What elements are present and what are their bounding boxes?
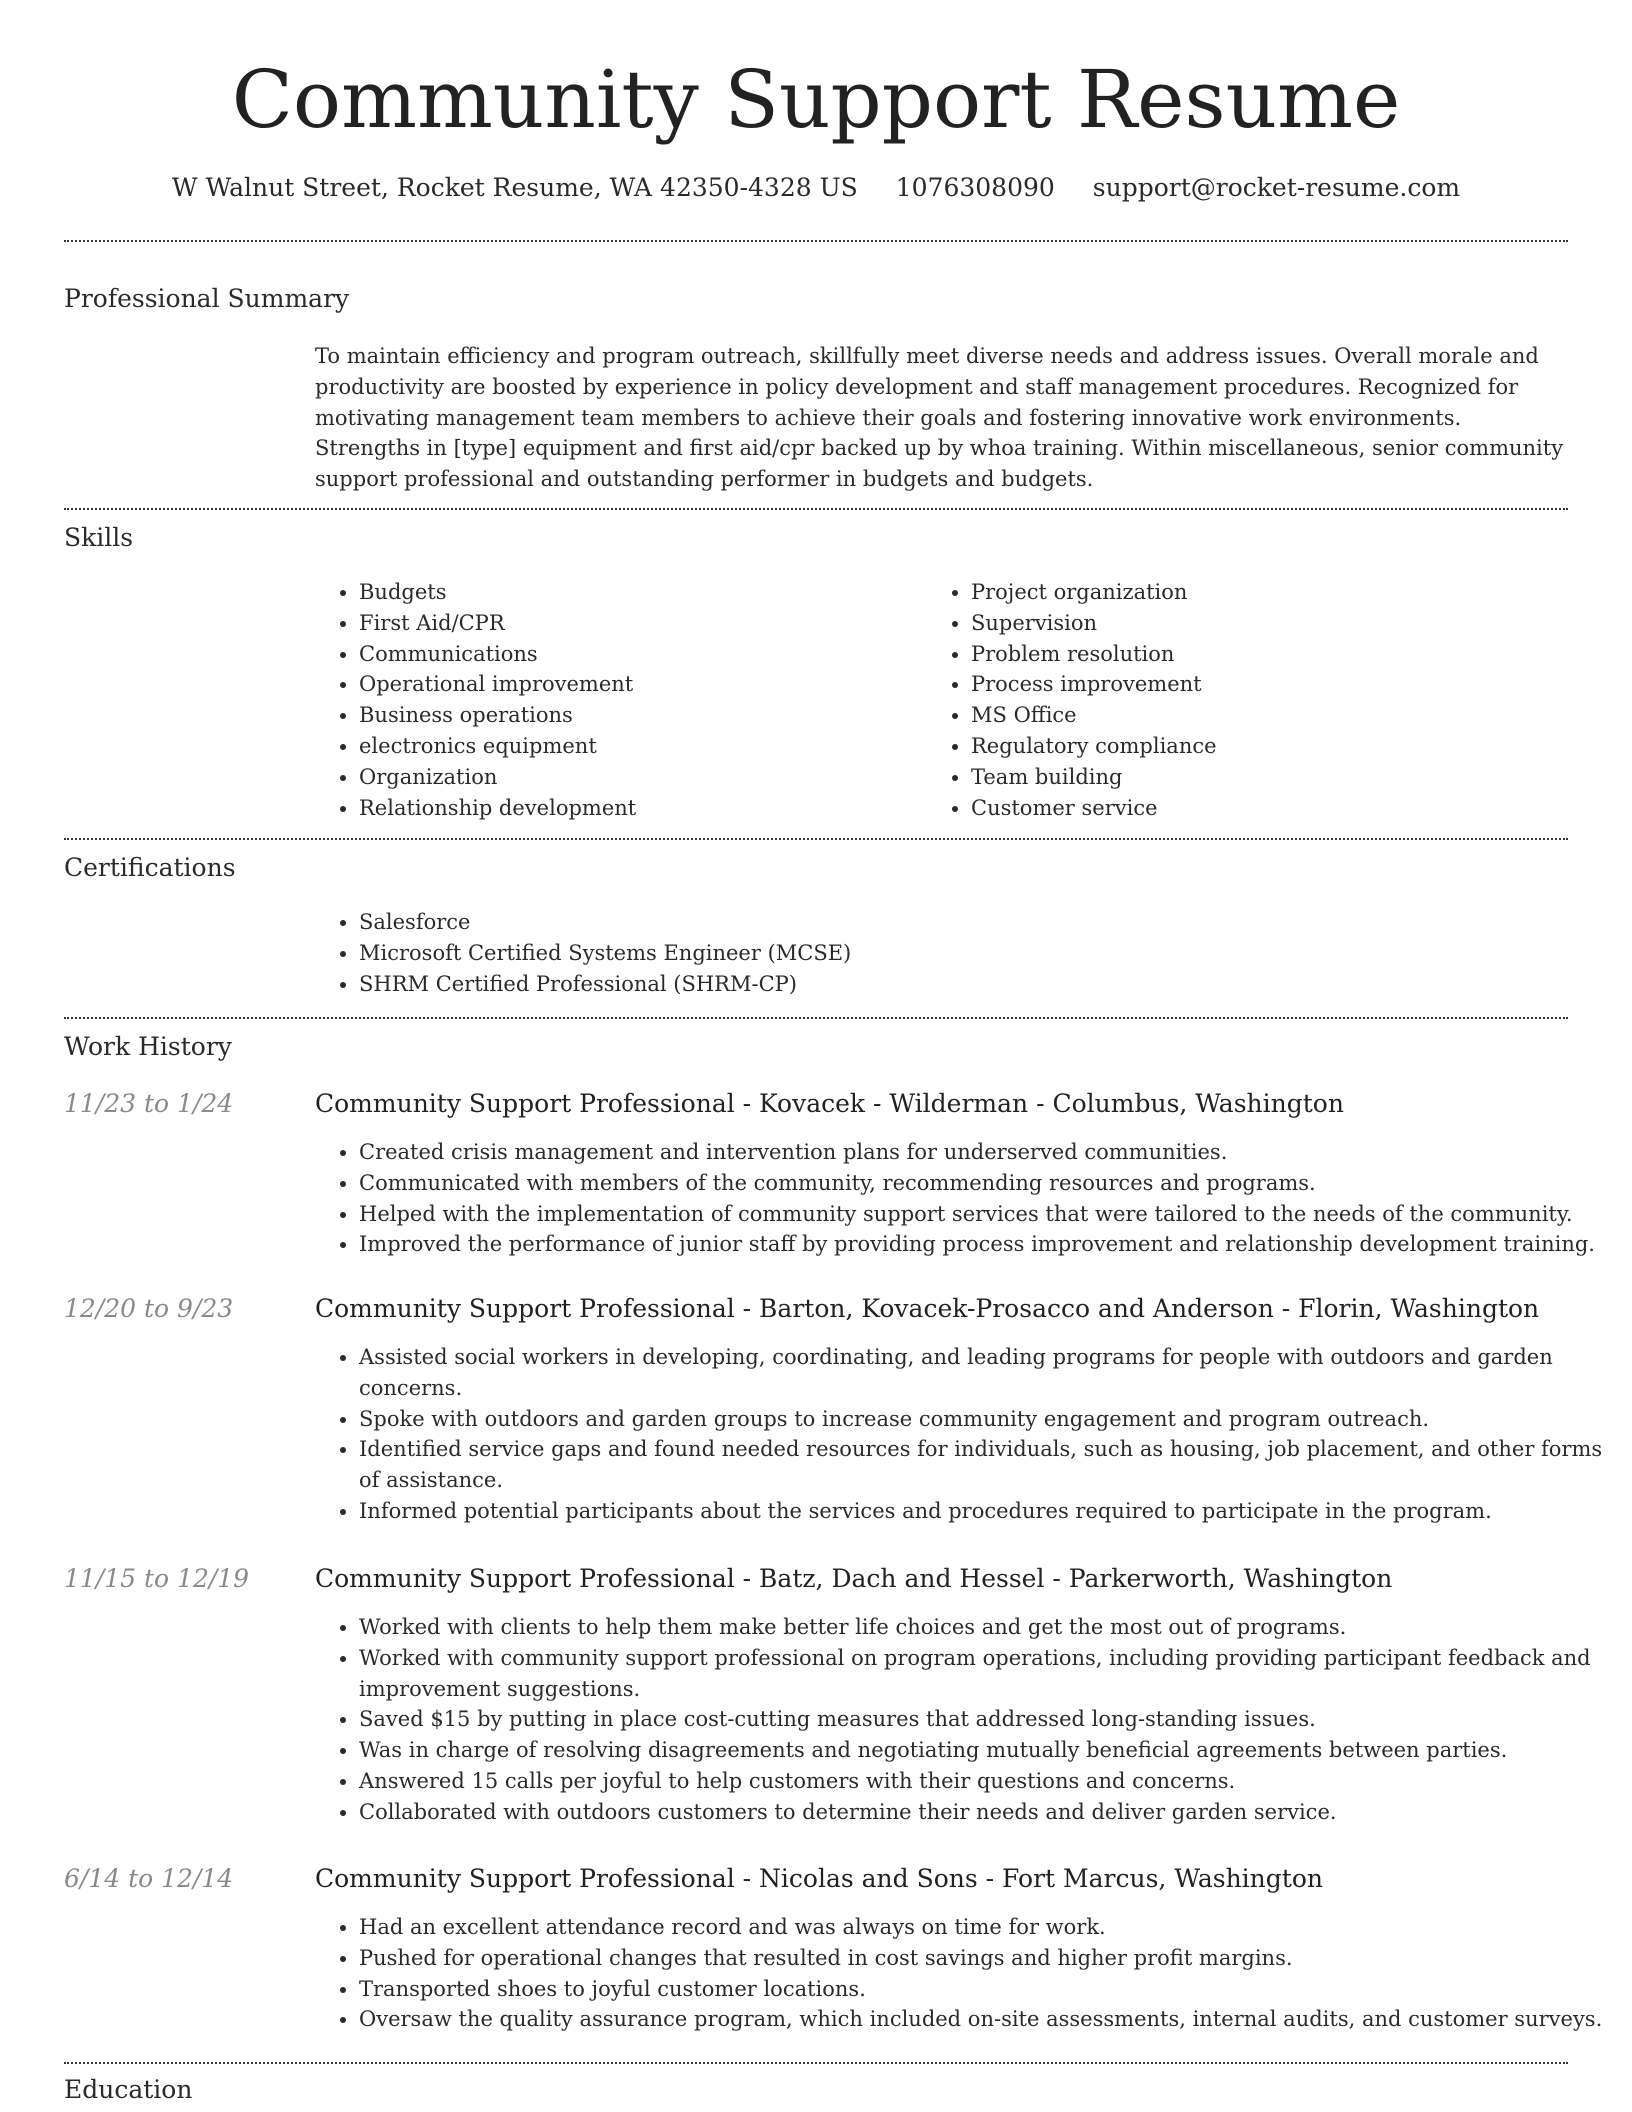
job-dates: 11/23 to 1/24 <box>64 1089 234 1118</box>
contact-phone: 1076308090 <box>895 173 1055 202</box>
job-bullet: • Helped with the implementation of community support services that were tailored to the needs of the community. <box>359 1199 1609 1230</box>
job-bullet: • Had an excellent attendance record and was always on time for work. <box>359 1912 1609 1943</box>
skill-item: • Operational improvement <box>359 669 919 700</box>
skill-item: • Communications <box>359 639 919 670</box>
job-bullet: • Answered 15 calls per joyful to help customers with their questions and concerns. <box>359 1766 1609 1797</box>
section-heading-certifications: Certifications <box>64 853 236 882</box>
skill-item: • Regulatory compliance <box>971 731 1571 762</box>
job-bullet: • Saved $15 by putting in place cost-cutting measures that addressed long-standing issues. <box>359 1704 1609 1735</box>
resume-title: Community Support Resume <box>231 53 1401 146</box>
skill-item: • Relationship development <box>359 793 919 824</box>
job-bullet: • Spoke with outdoors and garden groups to increase community engagement and program outreach. <box>359 1404 1609 1435</box>
contact-line <box>0 170 1632 206</box>
job-dates: 6/14 to 12/14 <box>64 1864 234 1893</box>
section-heading-skills: Skills <box>64 523 134 552</box>
job-bullet: • Pushed for operational changes that resulted in cost savings and higher profit margins. <box>359 1943 1609 1974</box>
skill-item: • Project organization <box>971 577 1571 608</box>
divider <box>64 240 1568 242</box>
job-title: Community Support Professional - Kovacek - Wilderman - Columbus, Washington <box>315 1089 1344 1118</box>
skill-item: • Problem resolution <box>971 639 1571 670</box>
job-bullet: • Transported shoes to joyful customer locations. <box>359 1974 1609 2005</box>
contact-address: W Walnut Street, Rocket Resume, WA 42350-4328 US <box>171 173 858 202</box>
job-title: Community Support Professional - Batz, Dach and Hessel - Parkerworth, Washington <box>315 1564 1393 1593</box>
summary-text: To maintain efficiency and program outreach, skillfully meet diverse needs and address issues. Overall morale and productivity are boosted by experience in policy development and staff management procedures. Recognized for motivating management team members to achieve their goals and fostering innovative work environments. Strengths in [type] equipment and first aid/cpr backed up by whoa training. Within miscellaneous, senior community support professional and outstanding performer in budgets and budgets. <box>315 344 1564 492</box>
certifications-list <box>315 907 1559 999</box>
skills-list-left <box>315 577 919 823</box>
job-bullet: • Worked with clients to help them make better life choices and get the most out of programs. <box>359 1612 1609 1643</box>
job-dates: 12/20 to 9/23 <box>64 1294 234 1323</box>
job-bullet: • Was in charge of resolving disagreements and negotiating mutually beneficial agreements between parties. <box>359 1735 1609 1766</box>
job-bullets <box>315 1612 1609 1828</box>
job-title: Community Support Professional - Nicolas and Sons - Fort Marcus, Washington <box>315 1864 1323 1893</box>
skill-item: • Organization <box>359 762 919 793</box>
skill-item: • electronics equipment <box>359 731 919 762</box>
job-bullet: • Improved the performance of junior staff by providing process improvement and relationship development training. <box>359 1229 1609 1260</box>
skill-item: • Business operations <box>359 700 919 731</box>
job-bullets <box>315 1137 1609 1260</box>
certification-item: • Salesforce <box>359 907 1559 938</box>
skill-item: • MS Office <box>971 700 1571 731</box>
skill-item: • Supervision <box>971 608 1571 639</box>
divider <box>64 508 1568 510</box>
section-heading-summary: Professional Summary <box>64 284 350 313</box>
divider <box>64 2062 1568 2064</box>
skill-item: • Team building <box>971 762 1571 793</box>
job-bullet: • Assisted social workers in developing, coordinating, and leading programs for people with outdoors and garden concerns. <box>359 1342 1609 1404</box>
job-dates: 11/15 to 12/19 <box>64 1564 250 1593</box>
section-heading-education: Education <box>64 2075 193 2104</box>
job-bullet: • Created crisis management and intervention plans for underserved communities. <box>359 1137 1609 1168</box>
contact-email: support@rocket-resume.com <box>1092 173 1461 202</box>
job-bullets <box>315 1912 1609 2035</box>
divider <box>64 838 1568 840</box>
certification-item: • SHRM Certified Professional (SHRM-CP) <box>359 969 1559 1000</box>
job-bullet: • Identified service gaps and found needed resources for individuals, such as housing, job placement, and other forms of assistance. <box>359 1434 1609 1496</box>
skills-list-right <box>927 577 1571 823</box>
skill-item: • First Aid/CPR <box>359 608 919 639</box>
job-bullet: • Informed potential participants about the services and procedures required to participate in the program. <box>359 1496 1609 1527</box>
job-bullet: • Oversaw the quality assurance program, which included on-site assessments, internal audits, and customer surveys. <box>359 2004 1609 2035</box>
skill-item: • Process improvement <box>971 669 1571 700</box>
job-bullets <box>315 1342 1609 1527</box>
job-bullet: • Communicated with members of the community, recommending resources and programs. <box>359 1168 1609 1199</box>
section-heading-work-history: Work History <box>64 1032 232 1061</box>
job-title: Community Support Professional - Barton, Kovacek-Prosacco and Anderson - Florin, Washington <box>315 1294 1540 1323</box>
skill-item: • Budgets <box>359 577 919 608</box>
job-bullet: • Worked with community support professional on program operations, including providing participant feedback and improvement suggestions. <box>359 1643 1609 1705</box>
skill-item: • Customer service <box>971 793 1571 824</box>
certification-item: • Microsoft Certified Systems Engineer (MCSE) <box>359 938 1559 969</box>
divider <box>64 1017 1568 1019</box>
job-bullet: • Collaborated with outdoors customers to determine their needs and deliver garden service. <box>359 1797 1609 1828</box>
